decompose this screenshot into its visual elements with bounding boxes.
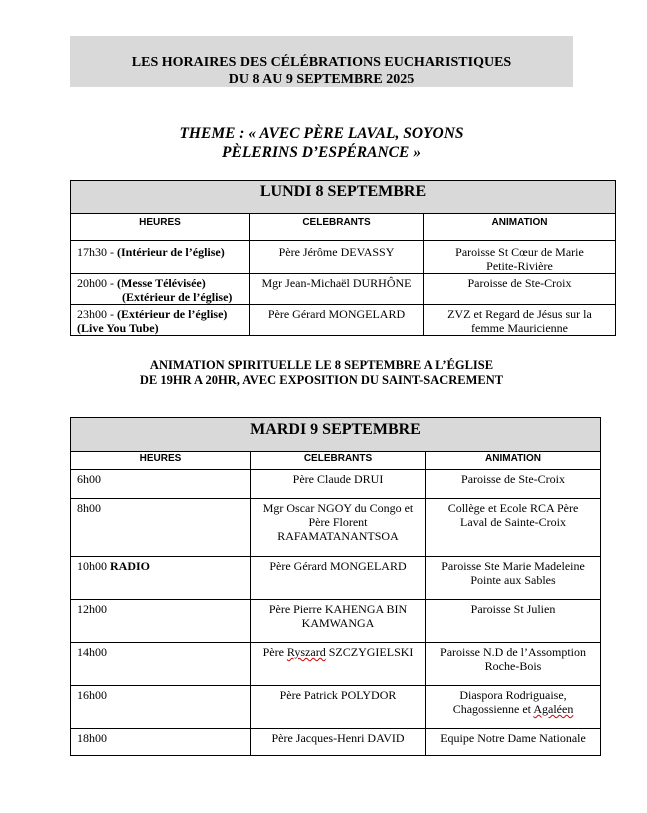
animation: Equipe Notre Dame Nationale xyxy=(440,731,586,745)
celebrant: Père Gérard MONGELARD xyxy=(269,559,407,573)
location-note: (Extérieur de l’église) xyxy=(117,307,228,321)
table-row: 23h00 - (Extérieur de l’église) (Live You Tube) Père Gérard MONGELARD ZVZ et Regard de Jésus sur la femme Mauricienne xyxy=(71,305,616,336)
location-note: (Messe Télévisée) xyxy=(117,276,206,290)
spiritual-line-2: DE 19HR A 20HR, AVEC EXPOSITION DU SAINT-SACREMENT xyxy=(139,373,504,387)
monday-title: LUNDI 8 SEPTEMBRE xyxy=(71,181,616,214)
table-row: 16h00 Père Patrick POLYDOR Diaspora Rodriguaise, Chagossienne et Agaléen xyxy=(71,686,601,729)
col-header-celebrants: CELEBRANTS xyxy=(251,452,426,470)
animation: Paroisse N.D de l’Assomption xyxy=(440,645,587,659)
celebrant: Père Jacques-Henri DAVID xyxy=(271,731,405,745)
title-line-2: DU 8 AU 9 SEPTEMBRE 2025 xyxy=(228,72,415,87)
celebrant: Père Ryszard SZCZYGIELSKI xyxy=(262,645,414,659)
time: 8h00 xyxy=(77,501,101,515)
tuesday-schedule-table xyxy=(70,417,601,756)
celebrant: Père Claude DRUI xyxy=(292,472,384,486)
table-row: 8h00 Mgr Oscar NGOY du Congo et Père Florent RAFAMATANANTSOA Collège et Ecole RCA Père Laval de Sainte-Croix xyxy=(71,499,601,557)
celebrant: Père Gérard MONGELARD xyxy=(267,307,406,321)
title-line-1: LES HORAIRES DES CÉLÉBRATIONS EUCHARISTIQUES xyxy=(131,55,512,70)
time: 18h00 xyxy=(77,731,107,745)
table-row: 14h00 Père Ryszard SZCZYGIELSKI Paroisse N.D de l’Assomption Roche-Bois xyxy=(71,643,601,686)
time: 16h00 xyxy=(77,688,107,702)
col-header-animation: ANIMATION xyxy=(426,452,601,470)
celebrant: Père Jérôme DEVASSY xyxy=(278,245,395,259)
time: 6h00 xyxy=(77,472,101,486)
animation: Paroisse Ste Marie Madeleine xyxy=(441,559,585,573)
table-row: 20h00 - (Messe Télévisée) (Extérieur de l’église) Mgr Jean-Michaël DURHÔNE Paroisse de Ste-Croix xyxy=(71,274,616,305)
celebrant: Père Pierre KAHENGA BIN xyxy=(268,602,408,616)
table-row: 12h00 Père Pierre KAHENGA BIN KAMWANGA Paroisse St Julien xyxy=(71,600,601,643)
spiritual-line-1: ANIMATION SPIRITUELLE LE 8 SEPTEMBRE A L’ÉGLISE xyxy=(149,358,494,372)
animation: Paroisse de Ste-Croix xyxy=(461,472,566,486)
time: 23h00 xyxy=(77,307,107,321)
celebrant: Mgr Jean-Michaël DURHÔNE xyxy=(261,276,412,290)
title-banner xyxy=(70,36,573,87)
theme-line-1: THEME : « AVEC PÈRE LAVAL, SOYONS xyxy=(179,125,464,142)
col-header-animation: ANIMATION xyxy=(424,214,616,241)
table-row: 17h30 - (Intérieur de l’église) Père Jérôme DEVASSY Paroisse St Cœur de Marie Petite-Rivière xyxy=(71,241,616,274)
table-row xyxy=(71,470,601,499)
monday-schedule-table xyxy=(70,180,616,336)
time: 10h00 xyxy=(77,559,107,573)
animation: Collège et Ecole RCA Père xyxy=(447,501,579,515)
col-header-hours: HEURES xyxy=(71,214,250,241)
animation: Diaspora Rodriguaise, xyxy=(459,688,567,702)
celebrant: Mgr Oscar NGOY du Congo et xyxy=(262,501,414,515)
time: 12h00 xyxy=(77,602,107,616)
time: 20h00 xyxy=(77,276,107,290)
animation: Paroisse St Cœur de Marie xyxy=(455,245,584,259)
animation: Paroisse St Julien xyxy=(470,602,556,616)
celebrant: Père Patrick POLYDOR xyxy=(279,688,397,702)
time: 14h00 xyxy=(77,645,107,659)
spiritual-animation-notice xyxy=(70,358,573,388)
location-note: (Intérieur de l’église) xyxy=(117,245,225,259)
tuesday-title: MARDI 9 SEPTEMBRE xyxy=(71,418,601,452)
col-header-celebrants: CELEBRANTS xyxy=(250,214,424,241)
table-row: 10h00 RADIO Père Gérard MONGELARD Paroisse Ste Marie Madeleine Pointe aux Sables xyxy=(71,557,601,600)
theme-line-2: PÈLERINS D’ESPÉRANCE » xyxy=(222,144,421,161)
radio-label: RADIO xyxy=(110,559,151,573)
col-header-hours: HEURES xyxy=(71,452,251,470)
animation: ZVZ et Regard de Jésus sur la xyxy=(447,307,592,321)
table-row xyxy=(71,729,601,756)
animation: Paroisse de Ste-Croix xyxy=(467,276,572,290)
theme-heading xyxy=(100,124,543,162)
time: 17h30 xyxy=(77,245,107,259)
